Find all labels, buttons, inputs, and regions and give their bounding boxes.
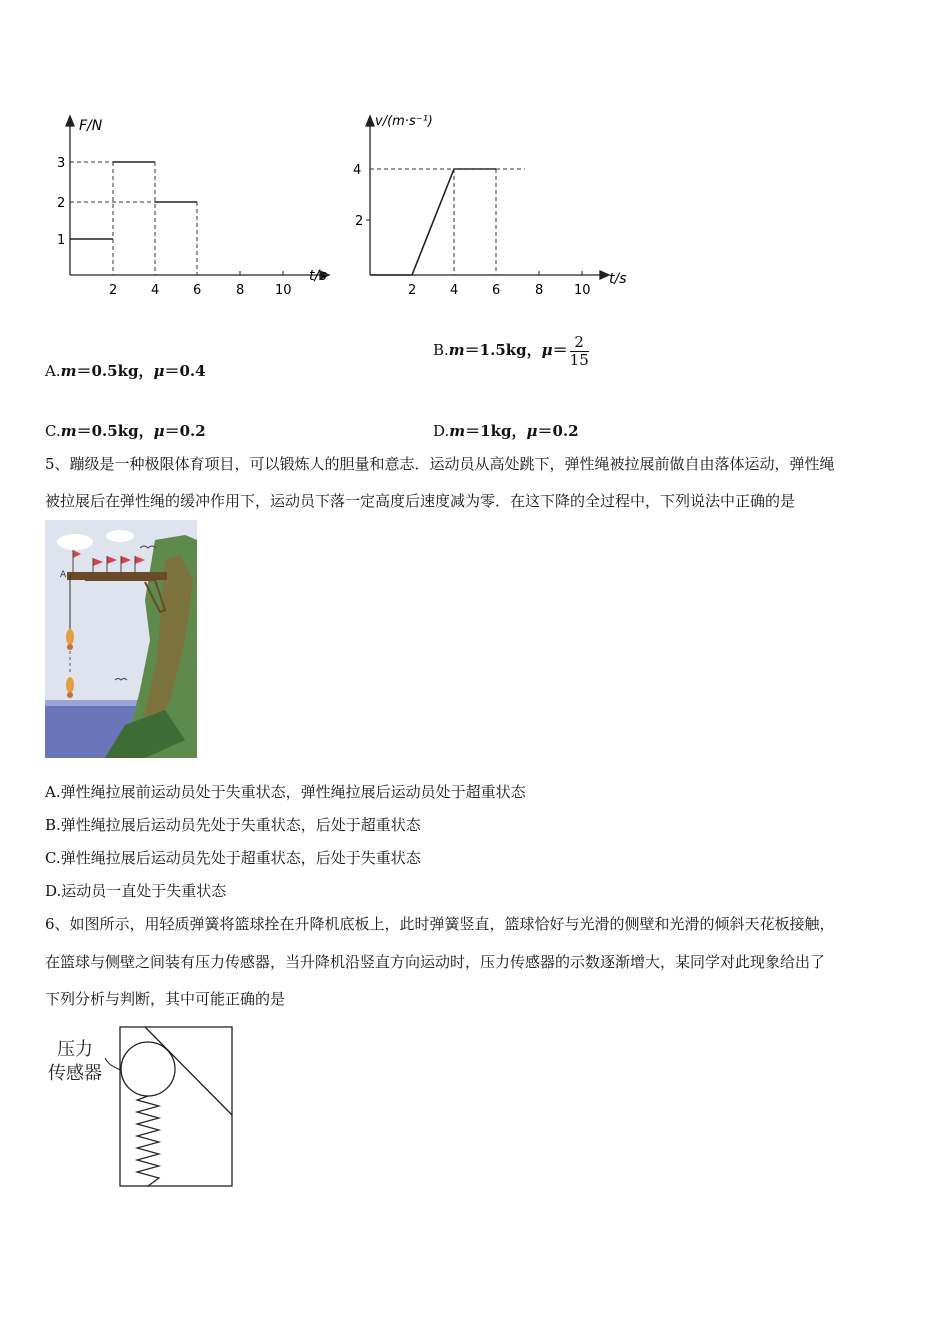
q5-option-a: A.弹性绳拉展前运动员处于失重状态，弹性绳拉展后运动员处于超重状态 (45, 783, 526, 801)
f-tick-2: 2 (57, 196, 66, 211)
sensor-label-line-1: 压力 (57, 1039, 93, 1060)
q4-option-d: D.m＝1kg，μ＝0.2 (433, 422, 579, 440)
v-t-tick-10: 10 (574, 283, 591, 298)
velocity-time-graph (345, 108, 645, 308)
q6-stem-line-1: 6、如图所示，用轻质弹簧将篮球拴在升降机底板上，此时弹簧竖直，篮球恰好与光滑的侧壁和光滑的倾斜天花板接触， (45, 915, 835, 933)
sensor-label-line-2: 传感器 (48, 1063, 102, 1084)
point-a-label: A (60, 570, 67, 580)
v-t-tick-8: 8 (535, 283, 544, 298)
q5-option-d: D.运动员一直处于失重状态 (45, 882, 227, 900)
q4-option-b: B.m＝1.5kg，μ＝ $\frac{2}{15}$ (433, 333, 589, 369)
q4-option-c: C.m＝0.5kg，μ＝0.2 (45, 422, 206, 440)
f-t-tick-4: 4 (151, 283, 160, 298)
f-axis-label: F/N (79, 118, 103, 134)
q6-stem-line-2: 在篮球与侧壁之间装有压力传感器，当升降机沿竖直方向运动时，压力传感器的示数逐渐增大，某同学对此现象给出了 (45, 953, 826, 971)
q5-stem-line-1: 5、蹦级是一种极限体育项目，可以锻炼人的胆量和意志．运动员从高处跳下，弹性绳被拉展前做自由落体运动，弹性绳 (45, 455, 835, 473)
q5-option-b: B.弹性绳拉展后运动员先处于失重状态，后处于超重状态 (45, 816, 421, 834)
v-t-tick-2: 2 (408, 283, 417, 298)
f-tick-1: 1 (57, 233, 66, 248)
f-tick-3: 3 (57, 156, 66, 171)
force-time-graph (45, 108, 345, 308)
v-graph-t-label: t/s (609, 271, 627, 287)
v-tick-2: 2 (355, 214, 364, 229)
f-t-tick-8: 8 (236, 283, 245, 298)
v-axis-label: v/(m·s⁻¹) (375, 114, 433, 129)
v-tick-4: 4 (353, 163, 362, 178)
f-t-tick-6: 6 (193, 283, 202, 298)
f-t-tick-10: 10 (275, 283, 292, 298)
q4-option-a: A.m＝0.5kg，μ＝0.4 (45, 362, 206, 380)
f-graph-t-label: t/s (309, 268, 327, 284)
q6-stem-line-3: 下列分析与判断，其中可能正确的是 (45, 990, 286, 1008)
bungee-jump-illustration (45, 520, 197, 758)
v-t-tick-4: 4 (450, 283, 459, 298)
mu-fraction: $\frac{2}{15}$ (569, 333, 589, 369)
f-t-tick-2: 2 (109, 283, 118, 298)
q5-stem-line-2: 被拉展后在弹性绳的缓冲作用下，运动员下落一定高度后速度减为零．在这下降的全过程中，下列说法中正确的是 (45, 492, 796, 510)
elevator-spring-diagram (45, 1022, 245, 1192)
v-t-tick-6: 6 (492, 283, 501, 298)
q5-option-c: C.弹性绳拉展后运动员先处于超重状态，后处于失重状态 (45, 849, 421, 867)
